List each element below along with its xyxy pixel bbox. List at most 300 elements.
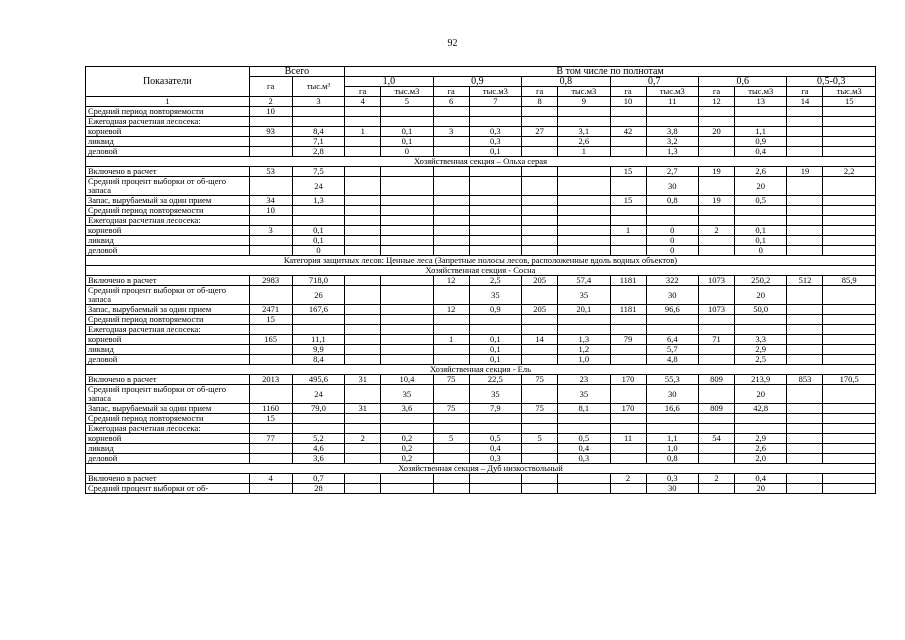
table-cell: 0,1 [469,345,521,355]
table-cell [345,216,381,226]
table-cell [249,484,292,494]
table-cell [381,167,433,177]
table-cell: 15 [249,414,292,424]
column-number: 3 [292,97,344,107]
table-cell [787,414,823,424]
table-cell [558,206,610,216]
row-label: Средний период повторяемости [86,107,250,117]
table-cell [787,127,823,137]
table-cell [292,216,344,226]
column-number: 1 [86,97,250,107]
table-cell: 0,3 [469,137,521,147]
table-cell [558,484,610,494]
table-cell: 57,4 [558,276,610,286]
table-cell [699,315,735,325]
table-cell [787,177,823,196]
table-cell [249,424,292,434]
table-cell [433,345,469,355]
table-cell [610,315,646,325]
table-cell [699,355,735,365]
table-row [86,276,876,286]
table-cell [787,117,823,127]
table-cell [823,147,876,157]
table-cell [823,246,876,256]
table-cell [345,196,381,206]
row-label: корневой [86,335,250,345]
table-cell: 55,3 [646,375,698,385]
table-cell: 93 [249,127,292,137]
table-cell: 2,5 [469,276,521,286]
table-cell: 1 [558,147,610,157]
table-cell: 12 [433,276,469,286]
row-label: ликвид [86,345,250,355]
table-cell [787,226,823,236]
table-cell [787,355,823,365]
table-cell: 1 [345,127,381,137]
table-cell [522,206,558,216]
table-cell [823,286,876,305]
table-cell [610,444,646,454]
table-cell [522,167,558,177]
table-cell: 2 [699,226,735,236]
table-cell: 0,4 [735,147,787,157]
table-cell: 19 [699,196,735,206]
table-cell [610,107,646,117]
table-cell: 0,2 [381,454,433,464]
table-cell: 7,5 [292,167,344,177]
table-cell: 1 [433,335,469,345]
table-cell [823,216,876,226]
table-row [86,177,876,196]
table-cell [345,117,381,127]
table-cell [787,305,823,315]
table-cell: 20 [735,484,787,494]
table-cell [558,236,610,246]
table-cell: 1160 [249,404,292,414]
table-cell: 2,9 [735,345,787,355]
table-cell: 1,3 [646,147,698,157]
table-cell [787,484,823,494]
table-cell [345,335,381,345]
table-cell [558,107,610,117]
table-cell [522,177,558,196]
table-cell [381,345,433,355]
header-sub-ha: га [787,87,823,97]
table-cell [699,246,735,256]
table-cell [787,216,823,226]
table-cell [699,444,735,454]
table-row [86,335,876,345]
table-cell [787,236,823,246]
table-cell [735,117,787,127]
table-row [86,454,876,464]
header-sub-m3: тыс.м3 [558,87,610,97]
table-cell [522,226,558,236]
table-cell [823,335,876,345]
table-cell: 1073 [699,276,735,286]
table-cell [558,226,610,236]
table-cell [345,107,381,117]
table-cell: 20 [699,127,735,137]
table-cell [522,345,558,355]
table-cell [522,236,558,246]
table-cell [433,444,469,454]
table-cell: 28 [292,484,344,494]
table-cell [823,127,876,137]
table-cell: 2,9 [735,434,787,444]
table-cell: 3,1 [558,127,610,137]
header-sub-m3: тыс.м3 [469,87,521,97]
table-cell: 1,3 [292,196,344,206]
table-cell [433,325,469,335]
header-density: 0,5-0,3 [787,77,876,87]
table-cell [381,315,433,325]
table-cell: 2,6 [735,167,787,177]
table-row [86,127,876,137]
table-cell [433,385,469,404]
table-cell: 0,1 [469,335,521,345]
table-cell: 809 [699,375,735,385]
table-cell [787,196,823,206]
table-cell: 10 [249,206,292,216]
table-cell [699,454,735,464]
table-cell [249,444,292,454]
row-label: деловой [86,355,250,365]
column-number: 9 [558,97,610,107]
header-by-density: В том числе по полнотам [345,67,876,77]
table-cell [381,414,433,424]
table-cell [469,117,521,127]
table-cell [823,345,876,355]
table-cell: 8,1 [558,404,610,414]
table-cell [823,444,876,454]
table-cell [433,196,469,206]
row-label: Ежегодная расчетная лесосека: [86,117,250,127]
table-cell [823,117,876,127]
table-cell [610,286,646,305]
table-cell [610,177,646,196]
table-cell: 0,5 [558,434,610,444]
table-cell [345,286,381,305]
row-label: деловой [86,246,250,256]
table-cell [522,484,558,494]
column-number-row [86,97,876,107]
table-cell [823,206,876,216]
table-cell [522,355,558,365]
table-cell: 853 [787,375,823,385]
table-cell: 1181 [610,305,646,315]
table-cell [469,424,521,434]
table-cell: 170 [610,375,646,385]
table-cell [735,424,787,434]
table-cell [699,117,735,127]
table-cell: 5 [522,434,558,444]
table-cell [381,474,433,484]
table-cell [249,345,292,355]
table-cell [381,107,433,117]
table-row [86,107,876,117]
table-cell: 170 [610,404,646,414]
section-title: Категория защитных лесов: Ценные леса (Запретные полосы лесов, расположенные вдоль водных объектов) [86,256,876,266]
table-cell: 0,8 [646,454,698,464]
table-cell [249,454,292,464]
table-cell [469,167,521,177]
table-row [86,424,876,434]
table-cell [610,484,646,494]
table-cell: 15 [249,315,292,325]
table-cell [610,355,646,365]
table-cell [292,107,344,117]
table-cell: 96,6 [646,305,698,315]
table-cell [610,325,646,335]
table-row [86,117,876,127]
table-cell: 0 [292,246,344,256]
table-cell [522,474,558,484]
table-cell: 22,5 [469,375,521,385]
table-cell [433,424,469,434]
table-cell [522,107,558,117]
header-density: 1,0 [345,77,433,87]
table-cell [522,444,558,454]
header-sub-ha: га [433,87,469,97]
table-cell: 19 [699,167,735,177]
table-cell: 4,8 [646,355,698,365]
table-cell [823,454,876,464]
table-cell: 3 [249,226,292,236]
table-cell [381,286,433,305]
table-cell: 20,1 [558,305,610,315]
table-cell: 2013 [249,375,292,385]
table-row [86,444,876,454]
table-row [86,216,876,226]
table-cell [433,107,469,117]
table-cell [558,315,610,325]
table-cell [345,484,381,494]
table-cell [787,404,823,414]
table-cell: 1181 [610,276,646,286]
table-cell: 205 [522,305,558,315]
table-cell [787,444,823,454]
table-cell [292,424,344,434]
row-label: Средний период повторяемости [86,414,250,424]
header-total-ha: га [249,77,292,97]
table-cell: 0,3 [646,474,698,484]
table-cell [433,454,469,464]
table-cell: 31 [345,404,381,414]
table-cell: 10 [249,107,292,117]
table-cell [610,117,646,127]
table-cell: 1 [610,226,646,236]
table-cell: 71 [699,335,735,345]
table-cell [787,434,823,444]
table-cell [646,424,698,434]
table-cell: 3,6 [292,454,344,464]
table-cell [558,177,610,196]
table-cell [823,305,876,315]
table-cell: 2,7 [646,167,698,177]
table-cell [699,484,735,494]
section-title: Хозяйственная секция - Ель [86,365,876,375]
table-cell [345,444,381,454]
table-cell [249,117,292,127]
table-cell: 12 [433,305,469,315]
table-cell: 2 [699,474,735,484]
table-cell [345,137,381,147]
table-cell [249,147,292,157]
table-cell: 1,3 [558,335,610,345]
table-cell [787,454,823,464]
table-cell [522,216,558,226]
table-cell [249,355,292,365]
table-cell [381,484,433,494]
row-label: ликвид [86,137,250,147]
table-cell [381,276,433,286]
header-density: 0,7 [610,77,698,87]
table-cell [823,177,876,196]
row-label: Средний процент выборки от об- [86,484,250,494]
table-cell [345,345,381,355]
table-cell [522,385,558,404]
table-cell: 0,5 [469,434,521,444]
table-cell [292,414,344,424]
table-cell [823,424,876,434]
table-cell [823,196,876,206]
table-cell [558,246,610,256]
header-density: 0,8 [522,77,610,87]
row-label: Ежегодная расчетная лесосека: [86,424,250,434]
table-cell [345,474,381,484]
table-cell [345,167,381,177]
row-label: корневой [86,226,250,236]
table-cell [823,434,876,444]
table-cell: 26 [292,286,344,305]
table-row [86,434,876,444]
table-cell [735,414,787,424]
table-cell [610,137,646,147]
table-cell [558,216,610,226]
table-row [86,206,876,216]
table-cell: 75 [433,375,469,385]
table-cell: 15 [610,196,646,206]
table-cell: 35 [469,385,521,404]
table-cell [345,414,381,424]
table-cell [823,107,876,117]
table-cell [823,404,876,414]
table-cell [433,137,469,147]
table-cell [699,177,735,196]
table-cell: 165 [249,335,292,345]
table-cell [522,117,558,127]
table-cell: 0,9 [469,305,521,315]
table-cell [469,236,521,246]
table-cell: 35 [558,286,610,305]
table-cell [699,107,735,117]
table-cell [249,385,292,404]
row-label: Средний процент выборки от об-щего запаса [86,385,250,404]
table-cell [433,167,469,177]
table-cell [433,117,469,127]
table-cell [787,206,823,216]
section-title: Хозяйственная секция – Дуб низкоствольный [86,464,876,474]
table-cell [469,196,521,206]
table-cell: 27 [522,127,558,137]
table-cell: 0,3 [558,454,610,464]
table-cell [345,385,381,404]
table-row [86,286,876,305]
table-cell: 79 [610,335,646,345]
table-cell [345,454,381,464]
table-cell [469,216,521,226]
table-cell: 2983 [249,276,292,286]
section-title: Хозяйственная секция – Ольха серая [86,157,876,167]
table-cell: 42,8 [735,404,787,414]
table-cell [469,414,521,424]
table-cell: 0,1 [735,236,787,246]
column-number: 4 [345,97,381,107]
table-cell [249,177,292,196]
header-density: 0,9 [433,77,521,87]
table-cell: 20 [735,177,787,196]
table-cell [558,325,610,335]
row-label: Средний период повторяемости [86,206,250,216]
table-cell [558,474,610,484]
table-cell: 3,3 [735,335,787,345]
table-cell [558,414,610,424]
table-row [86,147,876,157]
table-cell [646,414,698,424]
row-label: Средний период повторяемости [86,315,250,325]
table-cell: 718,0 [292,276,344,286]
table-cell: 0,3 [469,454,521,464]
table-cell [699,325,735,335]
table-cell: 30 [646,286,698,305]
table-cell [292,206,344,216]
table-cell [646,117,698,127]
table-cell [823,385,876,404]
table-cell [787,246,823,256]
table-cell: 23 [558,375,610,385]
table-cell: 30 [646,177,698,196]
table-cell: 1,1 [735,127,787,137]
table-cell: 0 [646,226,698,236]
table-cell: 495,6 [292,375,344,385]
table-cell: 0,4 [469,444,521,454]
table-cell: 35 [469,286,521,305]
row-label: Запас, вырубаемый за один прием [86,305,250,315]
header-sub-m3: тыс.м3 [646,87,698,97]
table-row [86,315,876,325]
table-cell: 2,8 [292,147,344,157]
row-label: Ежегодная расчетная лесосека: [86,216,250,226]
table-cell: 3,2 [646,137,698,147]
section-row [86,266,876,276]
table-row [86,484,876,494]
table-cell [610,216,646,226]
table-cell [345,206,381,216]
table-row [86,305,876,315]
table-cell: 1073 [699,305,735,315]
table-cell [381,325,433,335]
table-cell: 2,6 [735,444,787,454]
table-cell: 16,6 [646,404,698,414]
table-cell [433,206,469,216]
table-cell [345,315,381,325]
table-cell: 0,1 [292,236,344,246]
table-cell [522,325,558,335]
row-label: деловой [86,454,250,464]
table-cell [469,246,521,256]
table-cell [249,286,292,305]
